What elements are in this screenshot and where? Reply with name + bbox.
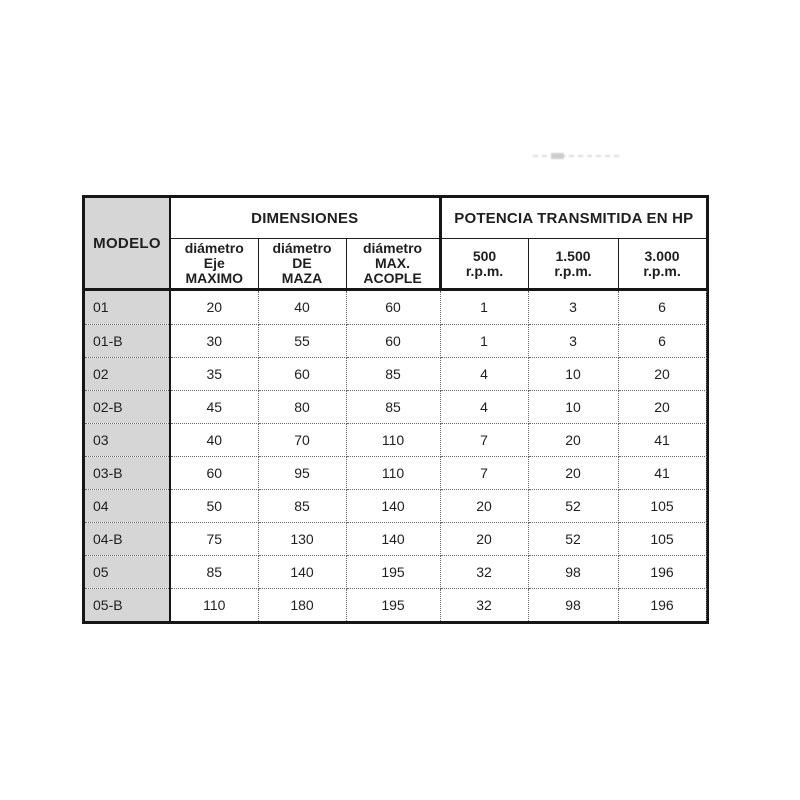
table-row: [85, 391, 706, 424]
subheader-line: r.p.m.: [554, 262, 592, 279]
model-cell: 03: [85, 424, 170, 457]
data-cell: 20: [440, 523, 528, 556]
subheader-line: MAZA: [281, 270, 323, 286]
table-row: [85, 523, 706, 556]
data-cell: 32: [440, 556, 528, 589]
subheader-1500-rpm: [528, 239, 618, 290]
data-cell: 55: [258, 324, 346, 357]
table-row: [85, 358, 706, 391]
smudge-blob: [551, 153, 564, 159]
data-cell: 35: [170, 358, 258, 391]
data-cell: 196: [618, 589, 706, 621]
table-row: [85, 290, 706, 325]
smudge-dashes: [533, 155, 619, 157]
data-cell: 50: [170, 490, 258, 523]
model-cell: 01-B: [85, 324, 170, 357]
data-cell: 20: [440, 490, 528, 523]
data-cell: 10: [528, 358, 618, 391]
data-cell: 1: [440, 324, 528, 357]
data-cell: 20: [170, 290, 258, 325]
data-cell: 105: [618, 523, 706, 556]
data-cell: 7: [440, 424, 528, 457]
subheader-line: diámetro: [362, 240, 423, 256]
subheader-500-rpm: [440, 239, 528, 290]
subheader-line: diámetro: [184, 240, 244, 256]
subheader-line: 500: [472, 247, 497, 264]
data-cell: 70: [258, 424, 346, 457]
subheader-line: DE: [292, 255, 312, 271]
data-cell: 196: [618, 556, 706, 589]
model-spec-table: [85, 198, 707, 621]
data-cell: 4: [440, 391, 528, 424]
data-cell: 1: [440, 290, 528, 325]
data-cell: 130: [258, 523, 346, 556]
subheader-line: 1.500: [555, 247, 591, 264]
data-cell: 180: [258, 589, 346, 621]
table-row: [85, 424, 706, 457]
subheader-diametro-de-maza: [258, 239, 346, 290]
data-cell: 140: [346, 523, 440, 556]
subheader-diametro-eje-maximo: [170, 239, 258, 290]
subheader-diametro-max-acople: [346, 239, 440, 290]
data-cell: 52: [528, 490, 618, 523]
data-cell: 75: [170, 523, 258, 556]
subheader-line: Eje: [203, 255, 225, 271]
subheader-line: r.p.m.: [643, 262, 681, 279]
data-cell: 20: [618, 391, 706, 424]
subheader-line: MAXIMO: [185, 270, 244, 286]
subheader-3000-rpm: [618, 239, 706, 290]
data-cell: 30: [170, 324, 258, 357]
data-cell: 20: [618, 358, 706, 391]
data-cell: 20: [528, 424, 618, 457]
data-cell: 98: [528, 556, 618, 589]
model-cell: 04: [85, 490, 170, 523]
table-row: [85, 324, 706, 357]
data-cell: 10: [528, 391, 618, 424]
data-cell: 4: [440, 358, 528, 391]
data-cell: 20: [528, 457, 618, 490]
table-row: [85, 556, 706, 589]
subheader-line: MAX.: [375, 255, 411, 271]
modelo-header: MODELO: [85, 198, 170, 290]
model-cell: 05-B: [85, 589, 170, 621]
subheader-line: 3.000: [644, 247, 680, 264]
model-cell: 04-B: [85, 523, 170, 556]
data-cell: 110: [170, 589, 258, 621]
data-cell: 85: [170, 556, 258, 589]
data-cell: 60: [346, 324, 440, 357]
model-cell: 02-B: [85, 391, 170, 424]
data-cell: 40: [170, 424, 258, 457]
data-cell: 3: [528, 290, 618, 325]
data-cell: 41: [618, 457, 706, 490]
potencia-header: POTENCIA TRANSMITIDA EN HP: [440, 198, 706, 239]
table-row: [85, 457, 706, 490]
table-row: [85, 490, 706, 523]
data-cell: 41: [618, 424, 706, 457]
data-cell: 195: [346, 556, 440, 589]
data-cell: 98: [528, 589, 618, 621]
subheader-line: r.p.m.: [465, 262, 504, 279]
table-row: [85, 589, 706, 621]
subheader-line: diámetro: [272, 240, 332, 256]
data-cell: 95: [258, 457, 346, 490]
model-cell: 03-B: [85, 457, 170, 490]
data-cell: 195: [346, 589, 440, 621]
data-cell: 110: [346, 457, 440, 490]
data-cell: 85: [258, 490, 346, 523]
data-cell: 32: [440, 589, 528, 621]
data-cell: 60: [170, 457, 258, 490]
data-cell: 7: [440, 457, 528, 490]
data-cell: 6: [618, 290, 706, 325]
data-cell: 105: [618, 490, 706, 523]
dimensiones-header: DIMENSIONES: [170, 198, 440, 239]
data-cell: 40: [258, 290, 346, 325]
model-cell: 02: [85, 358, 170, 391]
subheader-line: ACOPLE: [363, 270, 422, 286]
model-cell: 05: [85, 556, 170, 589]
faint-scan-smudge: [533, 150, 619, 160]
data-cell: 140: [346, 490, 440, 523]
data-cell: 6: [618, 324, 706, 357]
data-cell: 60: [258, 358, 346, 391]
data-cell: 60: [346, 290, 440, 325]
data-cell: 110: [346, 424, 440, 457]
data-cell: 140: [258, 556, 346, 589]
data-cell: 52: [528, 523, 618, 556]
model-cell: 01: [85, 290, 170, 325]
data-cell: 85: [346, 358, 440, 391]
data-cell: 85: [346, 391, 440, 424]
data-cell: 45: [170, 391, 258, 424]
data-cell: 3: [528, 324, 618, 357]
spec-table: [82, 195, 709, 624]
data-cell: 80: [258, 391, 346, 424]
